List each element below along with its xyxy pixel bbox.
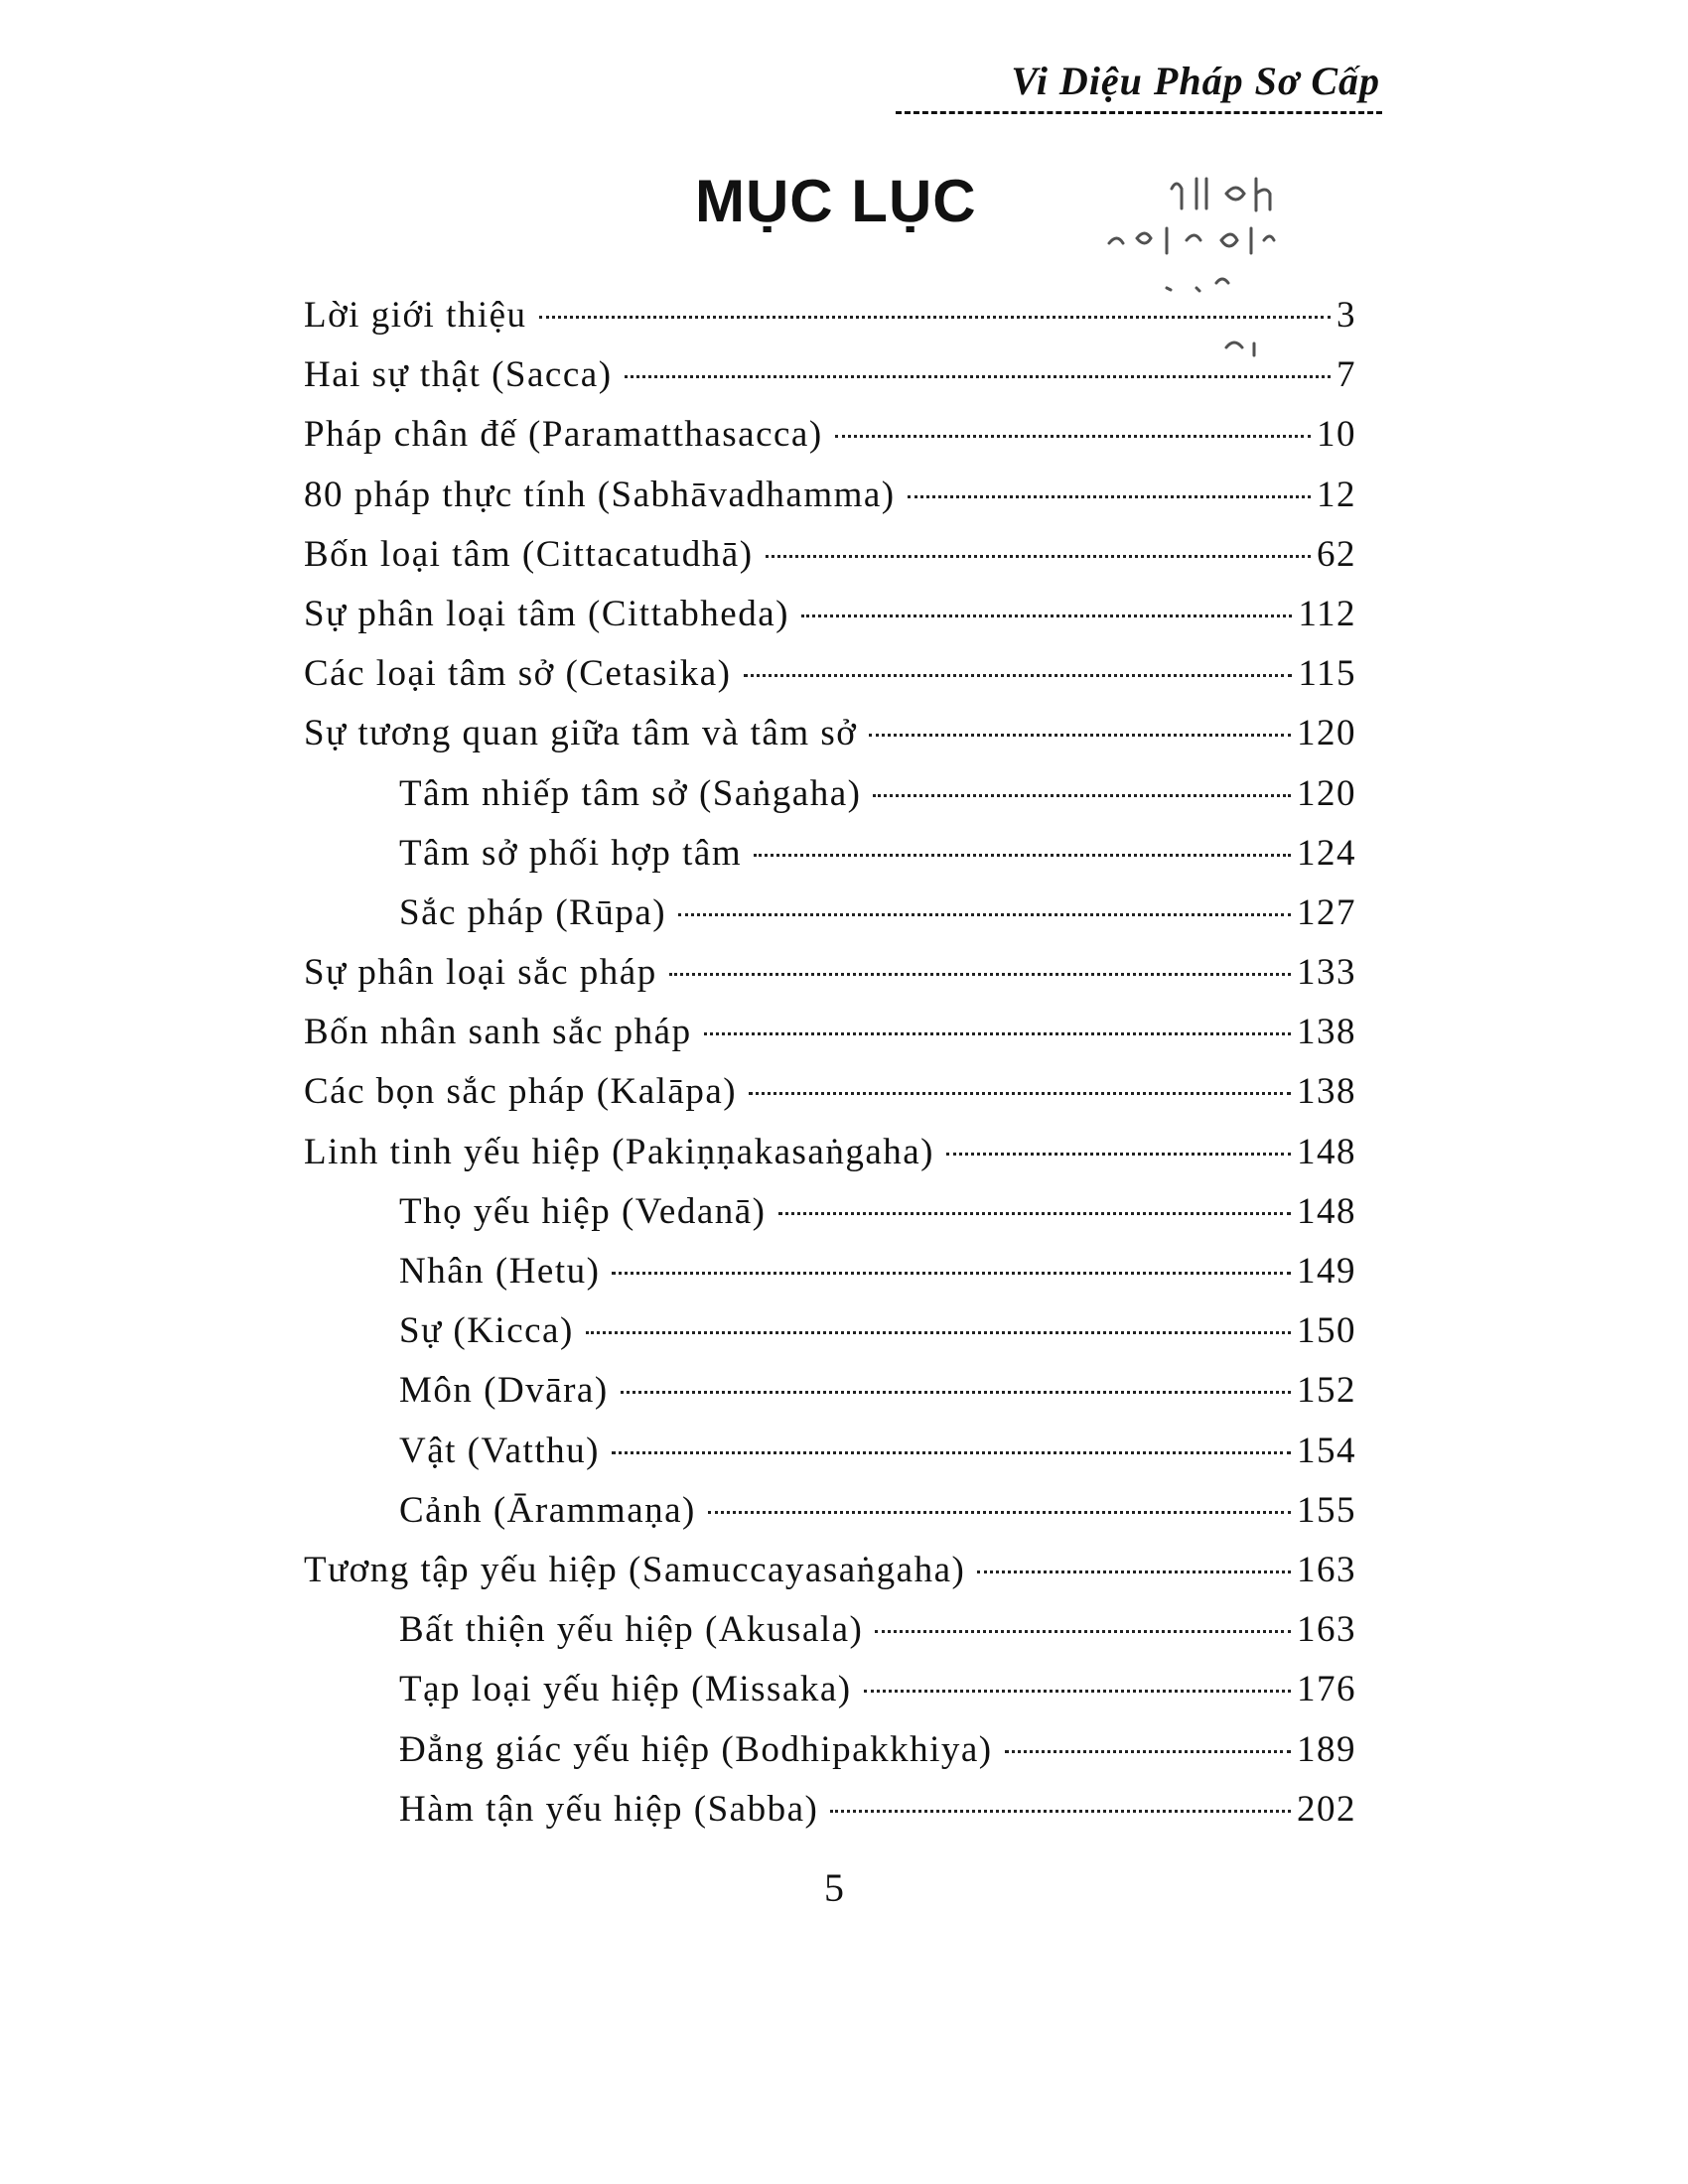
toc-dot-leader [830, 1810, 1291, 1813]
toc-entry [304, 1062, 1356, 1122]
toc-dot-leader [977, 1570, 1291, 1573]
toc-subentry [399, 1182, 1356, 1242]
toc-subentry [399, 824, 1356, 884]
toc-dot-leader [778, 1212, 1291, 1215]
toc-entry-title: Hai sự thật (Sacca) [304, 354, 613, 396]
toc-entry-title: Tương tập yếu hiệp (Samuccayasaṅgaha) [304, 1549, 966, 1590]
toc-dot-leader [1005, 1750, 1291, 1753]
toc-subentry [399, 1660, 1356, 1719]
toc-entry-page: 189 [1297, 1728, 1356, 1770]
toc-entry-page: 120 [1297, 713, 1356, 754]
toc-entry-title: Pháp chân đế (Paramatthasacca) [304, 414, 823, 456]
toc-entry-page: 152 [1297, 1370, 1356, 1412]
toc-entry-page: 7 [1336, 354, 1356, 396]
toc-entry-page: 202 [1297, 1788, 1356, 1830]
page-number: 5 [824, 1865, 844, 1910]
toc-entry-title: Cảnh (Ārammaṇa) [399, 1489, 696, 1531]
toc-entry-page: 149 [1297, 1251, 1356, 1292]
toc-entry-page: 154 [1297, 1430, 1356, 1471]
toc-entry [304, 943, 1356, 1003]
toc-entry-title: Bốn loại tâm (Cittacatudhā) [304, 533, 754, 575]
toc-dot-leader [612, 1451, 1291, 1454]
toc-entry [304, 345, 1356, 405]
toc-dot-leader [612, 1272, 1291, 1275]
toc-entry-title: 80 pháp thực tính (Sabhāvadhamma) [304, 474, 896, 515]
toc-entry-title: Tạp loại yếu hiệp (Missaka) [399, 1669, 852, 1710]
toc-entry-page: 112 [1298, 593, 1356, 634]
toc-dot-leader [869, 734, 1291, 737]
toc-dot-leader [908, 495, 1311, 498]
running-header: Vi Diệu Pháp Sơ Cấp [1011, 59, 1380, 103]
toc-dot-leader [875, 1630, 1291, 1633]
toc-dot-leader [873, 794, 1291, 797]
toc-entry-page: 155 [1297, 1489, 1356, 1531]
toc-dot-leader [678, 913, 1291, 916]
toc-subentry [399, 764, 1356, 824]
toc-entry-page: 115 [1298, 653, 1356, 695]
toc-dot-leader [625, 375, 1331, 378]
toc-entry-page: 148 [1297, 1131, 1356, 1172]
toc-entry [304, 1541, 1356, 1600]
toc-entry-title: Sự (Kicca) [399, 1310, 574, 1352]
toc-entry-page: 120 [1297, 772, 1356, 814]
toc-subentry [399, 1600, 1356, 1660]
toc-dot-leader [766, 555, 1311, 558]
table-of-contents [0, 286, 1688, 1840]
toc-entry [304, 466, 1356, 525]
toc-entry [304, 644, 1356, 704]
toc-dot-leader [708, 1511, 1291, 1514]
toc-subentry [399, 1481, 1356, 1541]
toc-subentry [399, 1422, 1356, 1481]
toc-entry-title: Nhân (Hetu) [399, 1251, 601, 1292]
toc-entry-title: Bốn nhân sanh sắc pháp [304, 1012, 692, 1053]
toc-entry [304, 585, 1356, 644]
toc-dot-leader [621, 1391, 1291, 1394]
toc-entry-page: 176 [1297, 1669, 1356, 1710]
toc-entry-title: Lời giới thiệu [304, 295, 527, 336]
toc-entry-page: 163 [1297, 1549, 1356, 1590]
toc-entry-page: 148 [1297, 1190, 1356, 1232]
toc-entry-page: 150 [1297, 1310, 1356, 1352]
header-rule [896, 111, 1382, 114]
toc-entry-title: Thọ yếu hiệp (Vedanā) [399, 1190, 767, 1232]
toc-entry-page: 3 [1336, 295, 1356, 336]
toc-entry-page: 124 [1297, 832, 1356, 874]
toc-dot-leader [946, 1153, 1291, 1156]
toc-entry [304, 1003, 1356, 1062]
toc-dot-leader [669, 973, 1291, 976]
toc-entry-title: Linh tinh yếu hiệp (Pakiṇṇakasaṅgaha) [304, 1131, 934, 1172]
toc-entry-title: Sự tương quan giữa tâm và tâm sở [304, 713, 858, 754]
toc-entry-title: Đẳng giác yếu hiệp (Bodhipakkhiya) [399, 1728, 993, 1770]
toc-subentry [399, 1361, 1356, 1421]
toc-dot-leader [539, 316, 1331, 319]
toc-entry-title: Môn (Dvāra) [399, 1370, 609, 1412]
toc-entry [304, 405, 1356, 465]
toc-dot-leader [744, 674, 1293, 677]
toc-dot-leader [586, 1331, 1291, 1334]
toc-entry-page: 133 [1297, 952, 1356, 994]
toc-entry [304, 704, 1356, 763]
toc-dot-leader [749, 1092, 1291, 1095]
toc-subentry [399, 1242, 1356, 1301]
toc-dot-leader [704, 1032, 1291, 1035]
toc-entry-page: 62 [1317, 533, 1356, 575]
toc-entry-page: 127 [1297, 891, 1356, 933]
toc-entry [304, 286, 1356, 345]
toc-entry-page: 138 [1297, 1071, 1356, 1113]
toc-dot-leader [864, 1690, 1291, 1693]
toc-entry-title: Tâm sở phối hợp tâm [399, 832, 743, 874]
toc-entry-title: Hàm tận yếu hiệp (Sabba) [399, 1788, 819, 1830]
toc-dot-leader [801, 614, 1292, 617]
toc-subentry [399, 1780, 1356, 1840]
toc-entry-title: Tâm nhiếp tâm sở (Saṅgaha) [399, 772, 862, 814]
toc-entry-page: 10 [1317, 414, 1356, 456]
toc-subentry [399, 884, 1356, 943]
toc-entry-title: Vật (Vatthu) [399, 1430, 600, 1471]
toc-dot-leader [754, 854, 1291, 857]
page-title: MỤC LỤC [695, 168, 977, 234]
toc-entry-title: Các loại tâm sở (Cetasika) [304, 653, 732, 695]
toc-entry-title: Sự phân loại sắc pháp [304, 952, 657, 994]
toc-entry [304, 1123, 1356, 1182]
toc-entry-title: Bất thiện yếu hiệp (Akusala) [399, 1609, 864, 1651]
toc-entry-title: Sắc pháp (Rūpa) [399, 891, 667, 933]
toc-entry-page: 163 [1297, 1609, 1356, 1651]
toc-entry-title: Các bọn sắc pháp (Kalāpa) [304, 1071, 738, 1113]
toc-subentry [399, 1720, 1356, 1780]
toc-entry-page: 12 [1317, 474, 1356, 515]
toc-entry-title: Sự phân loại tâm (Cittabheda) [304, 593, 789, 634]
toc-entry-page: 138 [1297, 1012, 1356, 1053]
toc-dot-leader [835, 435, 1311, 438]
toc-entry [304, 525, 1356, 585]
toc-subentry [399, 1301, 1356, 1361]
